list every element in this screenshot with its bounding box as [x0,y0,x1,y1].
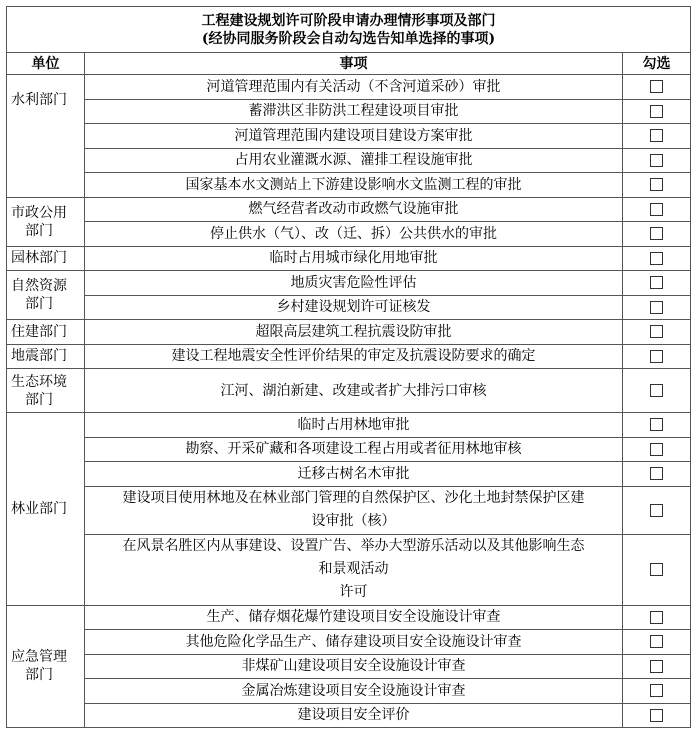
table-row [7,654,691,679]
item-line: 设审批（核） [311,513,396,529]
checkbox[interactable] [650,129,663,142]
item-cell: 河道管理范围内有关活动（不含河道采砂）审批 [85,75,623,100]
item-cell: 金属冶炼建设项目安全设施设计审查 [85,679,623,704]
check-cell [623,222,691,247]
unit-earthquake: 地震部门 [7,344,85,369]
table-row [7,534,691,605]
unit-housing: 住建部门 [7,320,85,345]
table-row [7,320,691,345]
item-line: 许可 [339,584,368,600]
check-cell [623,246,691,271]
check-cell [623,534,691,605]
check-cell [623,295,691,320]
checkbox[interactable] [650,635,663,648]
checkbox[interactable] [650,467,663,480]
unit-forestry: 林业部门 [7,413,85,606]
item-cell [85,486,623,534]
check-cell [623,173,691,198]
unit-line: 部门 [25,667,53,684]
checkbox[interactable] [650,660,663,673]
table-row [7,197,691,222]
table-row [7,413,691,438]
check-cell [623,413,691,438]
item-line: 建设项目使用林地及在林业部门管理的自然保护区、沙化土地封禁保护区建 [122,490,585,506]
checkbox[interactable] [650,563,663,576]
item-cell [85,534,623,605]
check-cell [623,605,691,630]
item-cell: 临时占用林地审批 [85,413,623,438]
check-cell [623,124,691,149]
unit-line: 生态环境 [11,373,67,390]
checkbox[interactable] [650,203,663,216]
checkbox[interactable] [650,178,663,191]
unit-line: 部门 [25,391,53,408]
permit-items-table [6,6,691,728]
header-unit: 单位 [7,53,85,75]
table-row [7,630,691,655]
unit-line: 自然资源 [11,278,67,294]
checkbox[interactable] [650,105,663,118]
title-line-1: 工程建设规划许可阶段申请办理情形事项及部门 [201,12,496,29]
checkbox[interactable] [650,227,663,240]
check-cell [623,437,691,462]
check-cell [623,271,691,296]
check-cell [623,320,691,345]
item-cell: 勘察、开采矿藏和各项建设工程占用或者征用林地审核 [85,437,623,462]
table-row [7,486,691,534]
item-cell: 建设项目安全评价 [85,703,623,728]
table-row [7,462,691,487]
table-row [7,369,691,413]
item-cell: 蓄滞洪区非防洪工程建设项目审批 [85,99,623,124]
item-cell: 建设工程地震安全性评价结果的审定及抗震设防要求的确定 [85,344,623,369]
check-cell [623,369,691,413]
checkbox[interactable] [650,154,663,167]
checkbox[interactable] [650,443,663,456]
unit-municipal [7,197,85,246]
table-row [7,75,691,100]
checkbox[interactable] [650,350,663,363]
checkbox[interactable] [650,276,663,289]
checkbox[interactable] [650,418,663,431]
check-cell [623,654,691,679]
item-cell: 其他危险化学品生产、储存建设项目安全设施设计审查 [85,630,623,655]
table-row [7,295,691,320]
item-cell: 停止供水（气）、改（迁、拆）公共供水的审批 [85,222,623,247]
checkbox[interactable] [650,301,663,314]
item-cell: 地质灾害危险性评估 [85,271,623,296]
item-cell: 江河、湖泊新建、改建或者扩大排污口审核 [85,369,623,413]
check-cell [623,679,691,704]
item-line: 和景观活动 [318,561,389,577]
table-row [7,148,691,173]
item-cell: 非煤矿山建设项目安全设施设计审查 [85,654,623,679]
unit-water: 水利部门 [7,75,85,198]
table-title [7,7,691,53]
check-cell [623,197,691,222]
table-row [7,679,691,704]
checkbox[interactable] [650,504,663,517]
item-cell: 占用农业灌溉水源、灌排工程设施审批 [85,148,623,173]
check-cell [623,148,691,173]
check-cell [623,462,691,487]
header-check: 勾选 [623,53,691,75]
table-row [7,99,691,124]
unit-ecology [7,369,85,413]
item-cell: 临时占用城市绿化用地审批 [85,246,623,271]
title-line-2: (经协同服务阶段会自动勾选告知单选择的事项) [201,30,496,47]
unit-line: 部门 [25,296,53,312]
unit-line: 部门 [25,222,53,239]
table-row [7,173,691,198]
unit-line: 应急管理 [11,649,67,666]
table-row [7,703,691,728]
unit-line: 市政公用 [11,204,67,221]
checkbox[interactable] [650,325,663,338]
checkbox[interactable] [650,384,663,397]
checkbox[interactable] [650,709,663,722]
item-cell: 乡村建设规划许可证核发 [85,295,623,320]
header-item: 事项 [85,53,623,75]
table-row [7,222,691,247]
item-cell: 超限高层建筑工程抗震设防审批 [85,320,623,345]
unit-natural-resources [7,271,85,320]
item-cell: 河道管理范围内建设项目建设方案审批 [85,124,623,149]
table-row [7,437,691,462]
check-cell [623,486,691,534]
unit-garden: 园林部门 [7,246,85,271]
check-cell [623,703,691,728]
check-cell [623,75,691,100]
table-row [7,124,691,149]
checkbox[interactable] [650,611,663,624]
item-cell: 生产、储存烟花爆竹建设项目安全设施设计审查 [85,605,623,630]
table-row [7,605,691,630]
table-row [7,344,691,369]
checkbox[interactable] [650,684,663,697]
checkbox[interactable] [650,80,663,93]
checkbox[interactable] [650,252,663,265]
table-row [7,246,691,271]
check-cell [623,344,691,369]
item-cell: 国家基本水文测站上下游建设影响水文监测工程的审批 [85,173,623,198]
item-line: 在风景名胜区内从事建设、设置广告、举办大型游乐活动以及其他影响生态 [122,538,585,554]
table-row [7,271,691,296]
unit-emergency [7,605,85,728]
item-cell: 迁移古树名木审批 [85,462,623,487]
check-cell [623,630,691,655]
check-cell [623,99,691,124]
item-cell: 燃气经营者改动市政燃气设施审批 [85,197,623,222]
